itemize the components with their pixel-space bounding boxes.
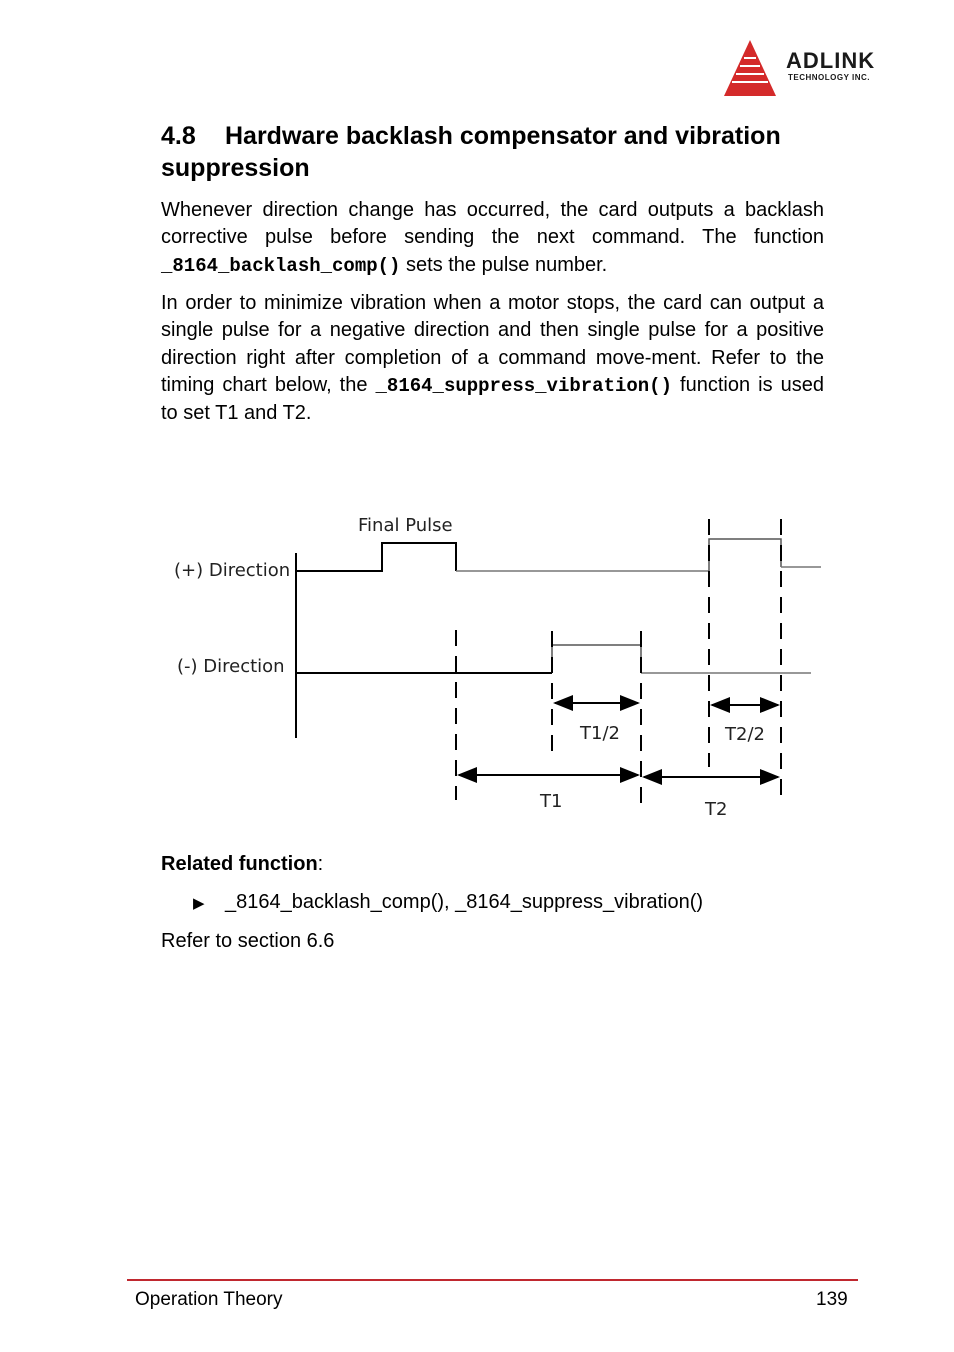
function-name-backlash: _8164_backlash_comp(): [161, 254, 401, 277]
paragraph1-text-a: Whenever direction change has occurred, the card outputs a backlash corrective pulse before sending the next command. The function: [161, 199, 824, 249]
related-function-title: Related function: [161, 853, 318, 875]
footer-chapter-title: Operation Theory: [135, 1289, 283, 1310]
timing-diagram: [160, 505, 840, 835]
related-function-list: _8164_backlash_comp(), _8164_suppress_vibration(): [225, 891, 704, 913]
plus-direction-label: (+) Direction: [174, 560, 291, 581]
related-function-colon: :: [317, 853, 324, 875]
related-function-heading: [161, 853, 323, 876]
adlink-triangle-icon: [722, 38, 782, 100]
t2-label: T2: [705, 799, 728, 820]
paragraph1-text-b: sets the pulse number.: [400, 253, 608, 276]
final-pulse-label: Final Pulse: [358, 515, 453, 536]
play-triangle-icon: ▶: [193, 895, 205, 912]
final-pulse-waveform: [296, 543, 456, 571]
section-heading: [161, 120, 851, 184]
adlink-logo: [722, 38, 912, 100]
minus-direction-label: (-) Direction: [177, 656, 285, 677]
section-number: 4.8: [161, 122, 196, 150]
paragraph2-text-a: In order to minimize vibration when a motor stops, the card can output a single pulse for a negative direction and then single pulse for a positive direction right after completion of a command move-ment. Refer to the timing chart below, the: [161, 292, 824, 396]
paragraph2-text-b: function is used to set T1 and T2.: [161, 373, 824, 425]
logo-name: ADLINK: [786, 48, 876, 73]
section-title: Hardware backlash compensator and vibration suppression: [161, 122, 781, 182]
plus-direction-pulse: [709, 539, 781, 571]
footer-divider: [127, 1279, 858, 1281]
paragraph-backlash: [161, 197, 824, 280]
minus-direction-pulse: [552, 645, 641, 673]
page-number: 139: [816, 1289, 848, 1310]
t2-half-label: T2/2: [725, 724, 765, 745]
related-function-item: [193, 891, 703, 914]
logo-tagline: TECHNOLOGY INC.: [788, 73, 871, 82]
function-name-vibration: _8164_suppress_vibration(): [375, 374, 672, 397]
t1-half-label: T1/2: [580, 723, 620, 744]
paragraph-vibration: [161, 290, 824, 427]
t1-label: T1: [540, 791, 563, 812]
refer-to-section: Refer to section 6.6: [161, 930, 335, 952]
